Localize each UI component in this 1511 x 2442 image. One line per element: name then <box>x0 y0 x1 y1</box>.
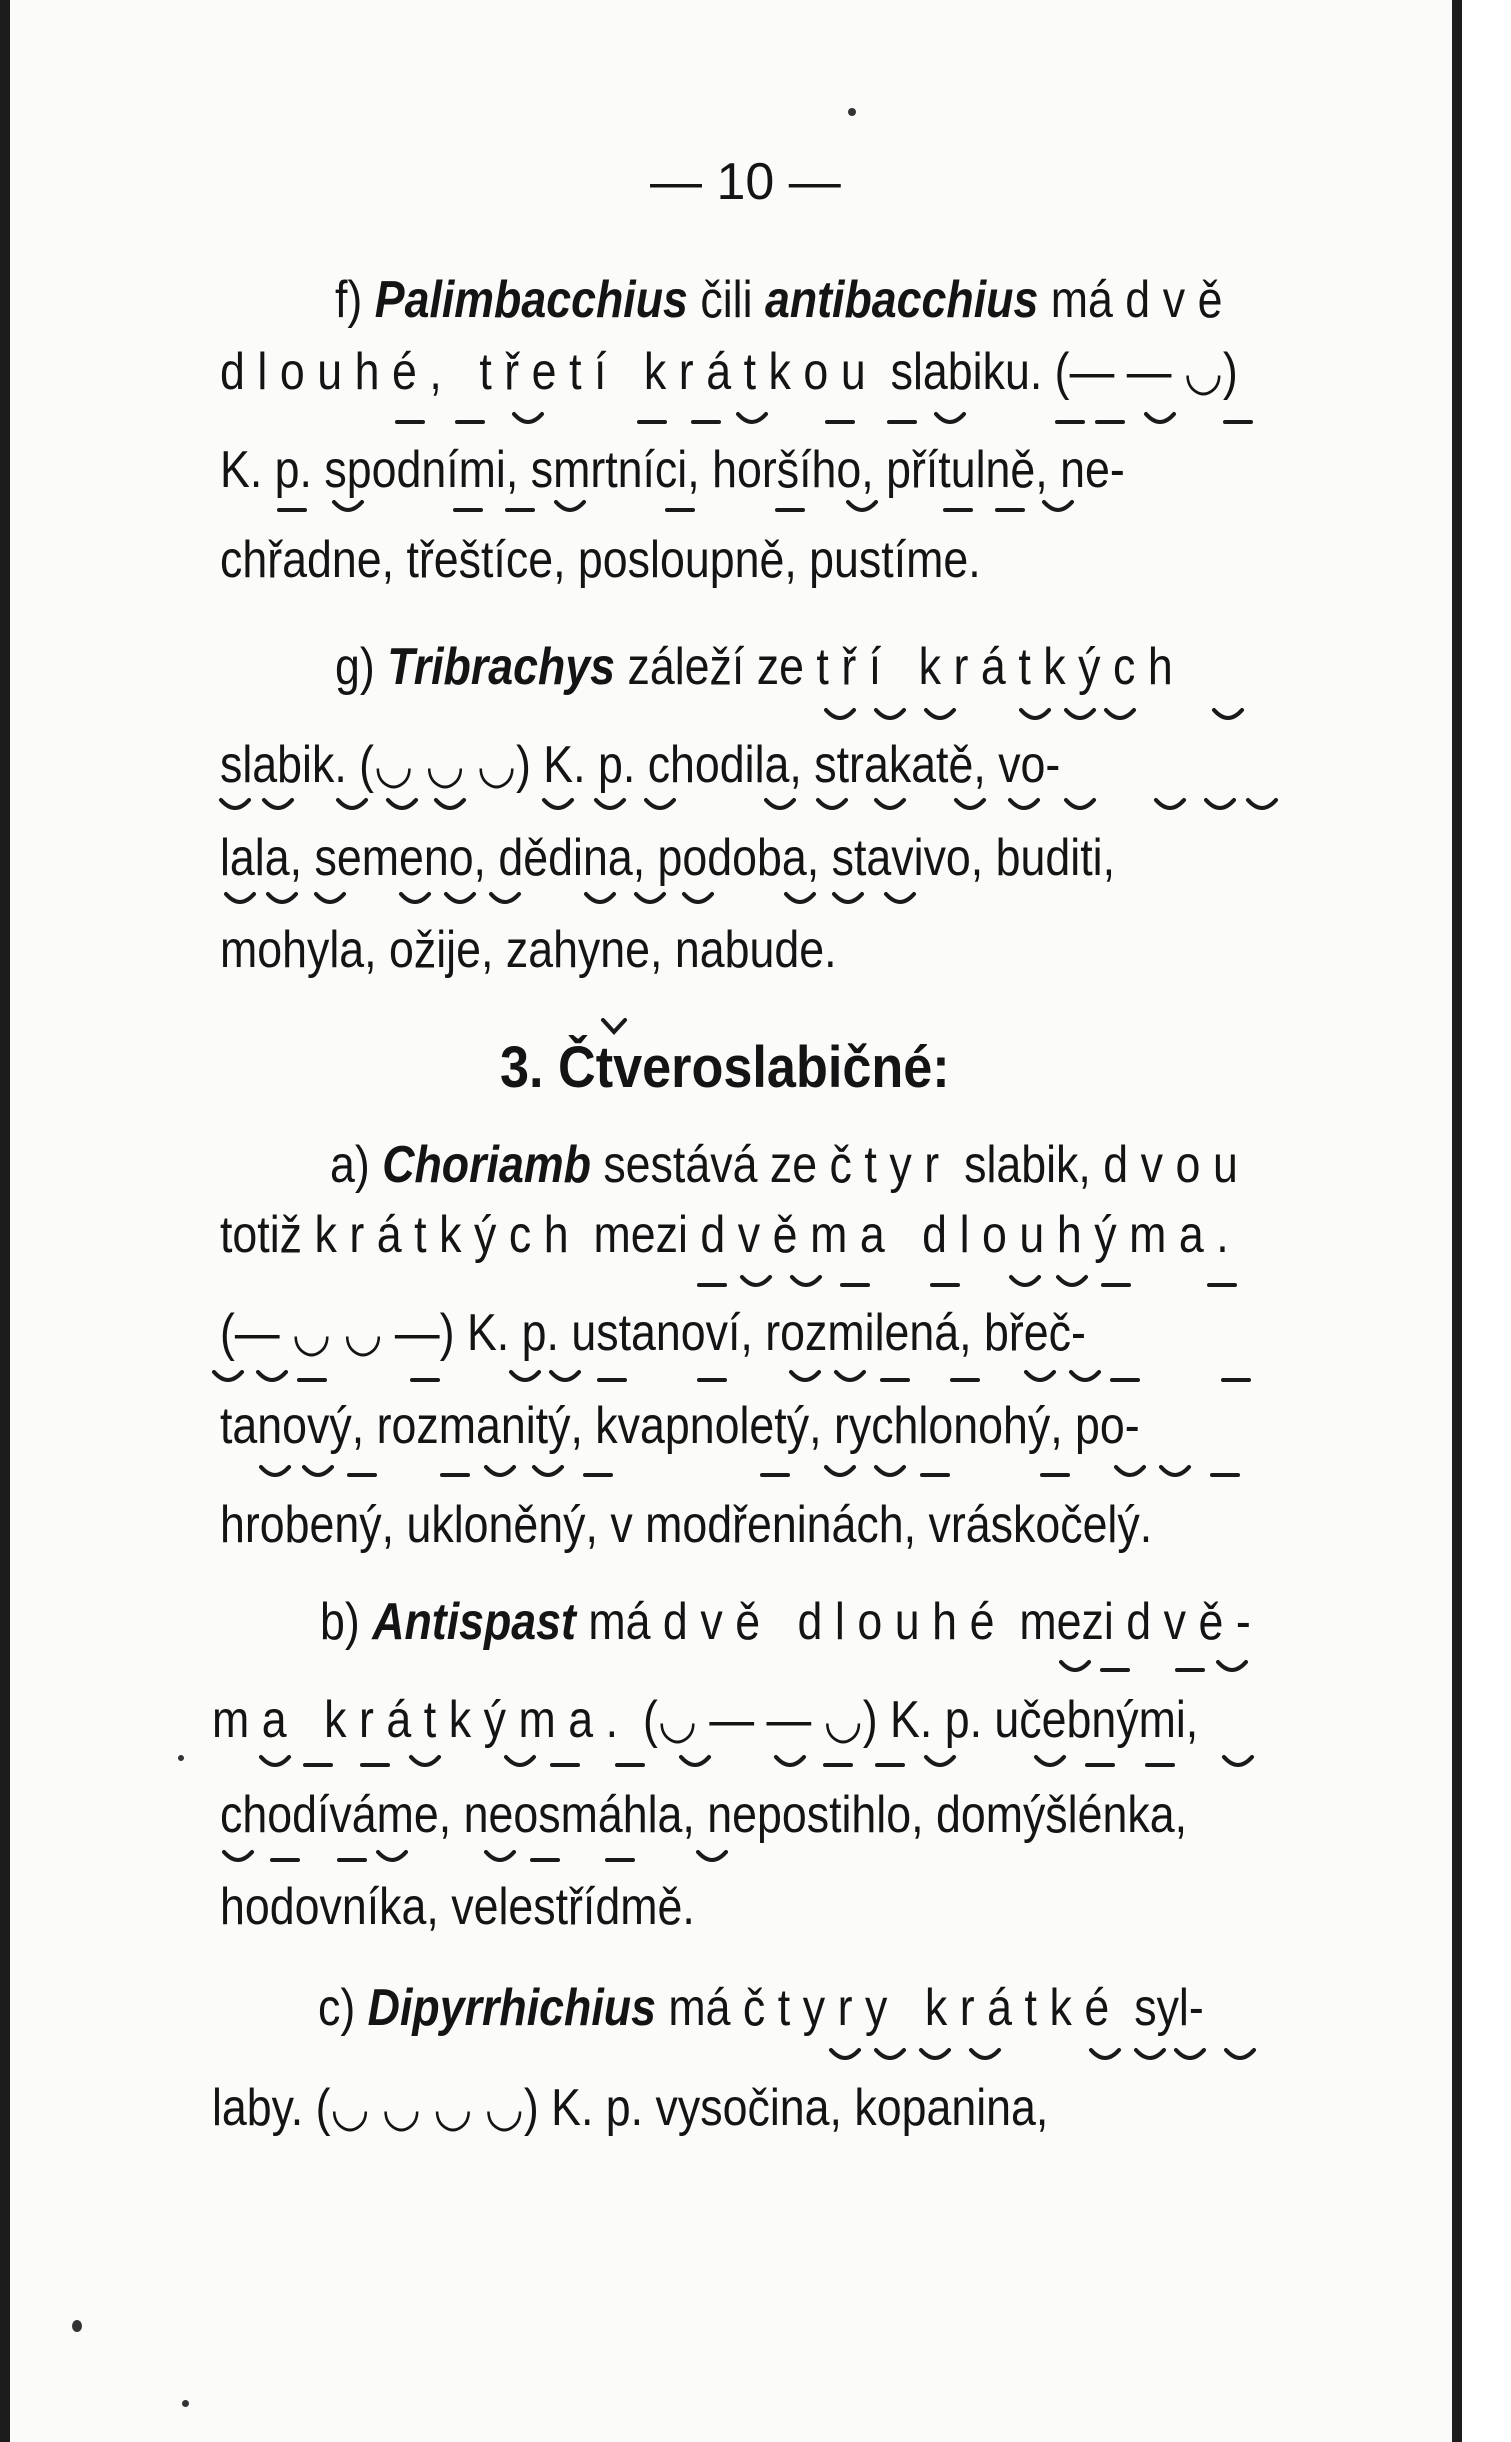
short-syllable-mark <box>836 1372 864 1380</box>
f-spaced: dvě <box>1125 271 1235 329</box>
short-syllable-mark <box>388 800 416 808</box>
f-spaced: dlouhé, třetí krátkou <box>220 343 879 401</box>
short-syllable-mark <box>786 894 814 902</box>
short-syllable-mark <box>684 894 712 902</box>
short-syllable-mark <box>742 1277 770 1285</box>
short-syllable-mark <box>831 2050 859 2058</box>
short-syllable-mark <box>1214 710 1242 718</box>
c-label: c) <box>318 1979 368 2037</box>
b-spaced: ma krátkýma. <box>212 1691 631 1749</box>
short-syllable-mark <box>636 894 664 902</box>
short-syllable-mark <box>876 2050 904 2058</box>
short-syllable-mark <box>766 800 794 808</box>
short-syllable-mark <box>1116 1467 1144 1475</box>
short-syllable-mark <box>544 800 572 808</box>
short-syllable-mark <box>848 502 876 510</box>
f-term: Palimbacchius <box>374 271 688 329</box>
b-spaced: dvě- <box>1126 1593 1264 1651</box>
c-line-2: laby. (◡ ◡ ◡ ◡) K. p. vysočina, kopanina, <box>212 2079 1049 2137</box>
prosody-mark-group <box>214 414 1276 2058</box>
short-syllable-mark <box>316 894 344 902</box>
short-syllable-mark <box>506 1757 534 1765</box>
short-syllable-mark <box>738 414 766 422</box>
short-syllable-mark <box>261 1467 289 1475</box>
short-syllable-mark <box>1058 1277 1086 1285</box>
b-spaced: dvě dlouhé <box>662 1593 1007 1651</box>
short-syllable-mark <box>926 1757 954 1765</box>
page-number: — 10 — <box>650 153 841 211</box>
g-line-4: mohyla, ožije, zahyne, nabude. <box>220 921 837 979</box>
short-syllable-mark <box>826 710 854 718</box>
short-syllable-mark <box>334 502 362 510</box>
short-syllable-mark <box>556 502 584 510</box>
a-spaced: krátkých <box>314 1206 582 1264</box>
short-syllable-mark <box>1036 1757 1064 1765</box>
b-line-4: hodovníka, velestřídmě. <box>220 1878 695 1936</box>
c-spaced: čtyry krátké <box>742 1979 1122 2037</box>
g-spaced: tří krátkých <box>816 638 1186 696</box>
short-syllable-mark <box>1026 1372 1054 1380</box>
short-syllable-mark <box>956 800 984 808</box>
f-text: má <box>1038 271 1126 329</box>
short-syllable-mark <box>1146 414 1174 422</box>
short-syllable-mark <box>698 1852 726 1860</box>
hacek-mark <box>603 1020 625 1032</box>
short-syllable-mark <box>378 1852 406 1860</box>
short-syllable-mark <box>264 800 292 808</box>
section-heading: 3. Čtveroslabičné: <box>500 1035 950 1100</box>
b-term: Antispast <box>372 1593 576 1651</box>
b-text: mezi <box>1006 1593 1127 1651</box>
short-syllable-mark <box>1061 1662 1089 1670</box>
short-syllable-mark <box>1224 1757 1252 1765</box>
f-text: čili <box>687 271 765 329</box>
short-syllable-mark <box>1044 502 1072 510</box>
a-line-4: tanový, rozmanitý, kvapnoletý, rychlonohý, po- <box>220 1397 1140 1455</box>
short-syllable-mark <box>681 1757 709 1765</box>
a-term: Choriamb <box>382 1136 591 1194</box>
short-syllable-mark <box>1066 710 1094 718</box>
a-text: slabik, <box>951 1136 1104 1194</box>
scan-speck <box>178 1755 184 1761</box>
a-line-3: (— ◡ ◡ —) K. p. ustanoví, rozmilená, břeč- <box>220 1304 1086 1362</box>
f-line-4: chřadne, třeštíce, posloupně, pustíme. <box>220 531 981 589</box>
short-syllable-mark <box>818 800 846 808</box>
short-syllable-mark <box>1021 710 1049 718</box>
short-syllable-mark <box>304 1467 332 1475</box>
short-syllable-mark <box>876 710 904 718</box>
f-text: slabiku. (— — ◡) <box>878 343 1238 401</box>
short-syllable-mark <box>926 710 954 718</box>
short-syllable-mark <box>1010 800 1038 808</box>
b-label: b) <box>320 1593 373 1651</box>
a-text: mezi <box>581 1206 701 1264</box>
short-syllable-mark <box>826 1467 854 1475</box>
short-syllable-mark <box>1156 800 1184 808</box>
short-syllable-mark <box>401 894 429 902</box>
c-text: má <box>655 1979 743 2037</box>
short-syllable-mark <box>936 414 964 422</box>
short-syllable-mark <box>1218 1662 1246 1670</box>
short-syllable-mark <box>596 800 624 808</box>
short-syllable-mark <box>226 894 254 902</box>
short-syllable-mark <box>971 2050 999 2058</box>
short-syllable-mark <box>921 2050 949 2058</box>
a-text: totiž <box>220 1206 315 1264</box>
b-text: (◡ — — ◡) K. p. učebnými, <box>630 1691 1199 1749</box>
short-syllable-mark <box>214 1372 242 1380</box>
short-syllable-mark <box>411 1757 439 1765</box>
short-syllable-mark <box>221 800 249 808</box>
g-line-3: lala, semeno, dědina, podoba, stavivo, buditi, <box>220 829 1115 887</box>
g-line-2: slabik. (◡ ◡ ◡) K. p. chodila, strakatě, vo- <box>220 736 1061 794</box>
short-syllable-mark <box>776 1757 804 1765</box>
short-syllable-mark <box>1091 2050 1119 2058</box>
short-syllable-mark <box>511 1372 539 1380</box>
a-label: a) <box>330 1136 383 1194</box>
short-syllable-mark <box>261 1757 289 1765</box>
short-syllable-mark <box>1176 2050 1204 2058</box>
short-syllable-mark <box>886 894 914 902</box>
short-syllable-mark <box>876 800 904 808</box>
a-line-5: hrobený, ukloněný, v modřeninách, vráskočelý. <box>220 1496 1153 1554</box>
g-term: Tribrachys <box>387 638 616 696</box>
short-syllable-mark <box>338 800 366 808</box>
short-syllable-mark <box>551 1372 579 1380</box>
short-syllable-mark <box>586 894 614 902</box>
g-label: g) <box>335 638 388 696</box>
b-text: má <box>575 1593 663 1651</box>
short-syllable-mark <box>1011 1277 1039 1285</box>
short-syllable-mark <box>876 1467 904 1475</box>
g-text: záleží ze <box>615 638 817 696</box>
a-spaced: čtyr <box>829 1136 952 1194</box>
short-syllable-mark <box>646 800 674 808</box>
short-syllable-mark <box>1071 1372 1099 1380</box>
short-syllable-mark <box>224 1852 252 1860</box>
scan-speck <box>182 2400 189 2407</box>
a-spaced: dvou <box>1103 1136 1251 1194</box>
short-syllable-mark <box>834 894 862 902</box>
short-syllable-mark <box>258 1372 286 1380</box>
short-syllable-mark <box>436 800 464 808</box>
f-label: f) <box>335 271 375 329</box>
b-line-3: chodíváme, neosmáhla, nepostihlo, domýšlénka, <box>220 1786 1188 1844</box>
f-term-2: antibacchius <box>764 271 1039 329</box>
short-syllable-mark <box>446 894 474 902</box>
short-syllable-mark <box>1206 800 1234 808</box>
c-text: syl- <box>1121 1979 1204 2037</box>
short-syllable-mark <box>1106 710 1134 718</box>
a-text: sestává ze <box>590 1136 830 1194</box>
short-syllable-mark <box>486 1467 514 1475</box>
short-syllable-mark <box>268 894 296 902</box>
short-syllable-mark <box>491 894 519 902</box>
short-syllable-mark <box>514 414 542 422</box>
f-line-3: K. p. spodními, smrtníci, horšího, přítulně, ne- <box>220 441 1125 499</box>
short-syllable-mark <box>1226 2050 1254 2058</box>
a-spaced: dvěma dlouhýma. <box>700 1206 1242 1264</box>
short-syllable-mark <box>1248 800 1276 808</box>
short-syllable-mark <box>1136 2050 1164 2058</box>
short-syllable-mark <box>486 1852 514 1860</box>
short-syllable-mark <box>791 1372 819 1380</box>
c-term: Dipyrrhichius <box>367 1979 656 2037</box>
short-syllable-mark <box>534 1467 562 1475</box>
scan-speck <box>848 108 856 116</box>
short-syllable-mark <box>1066 800 1094 808</box>
scan-speck <box>72 2320 82 2332</box>
short-syllable-mark <box>1161 1467 1189 1475</box>
short-syllable-mark <box>792 1277 820 1285</box>
